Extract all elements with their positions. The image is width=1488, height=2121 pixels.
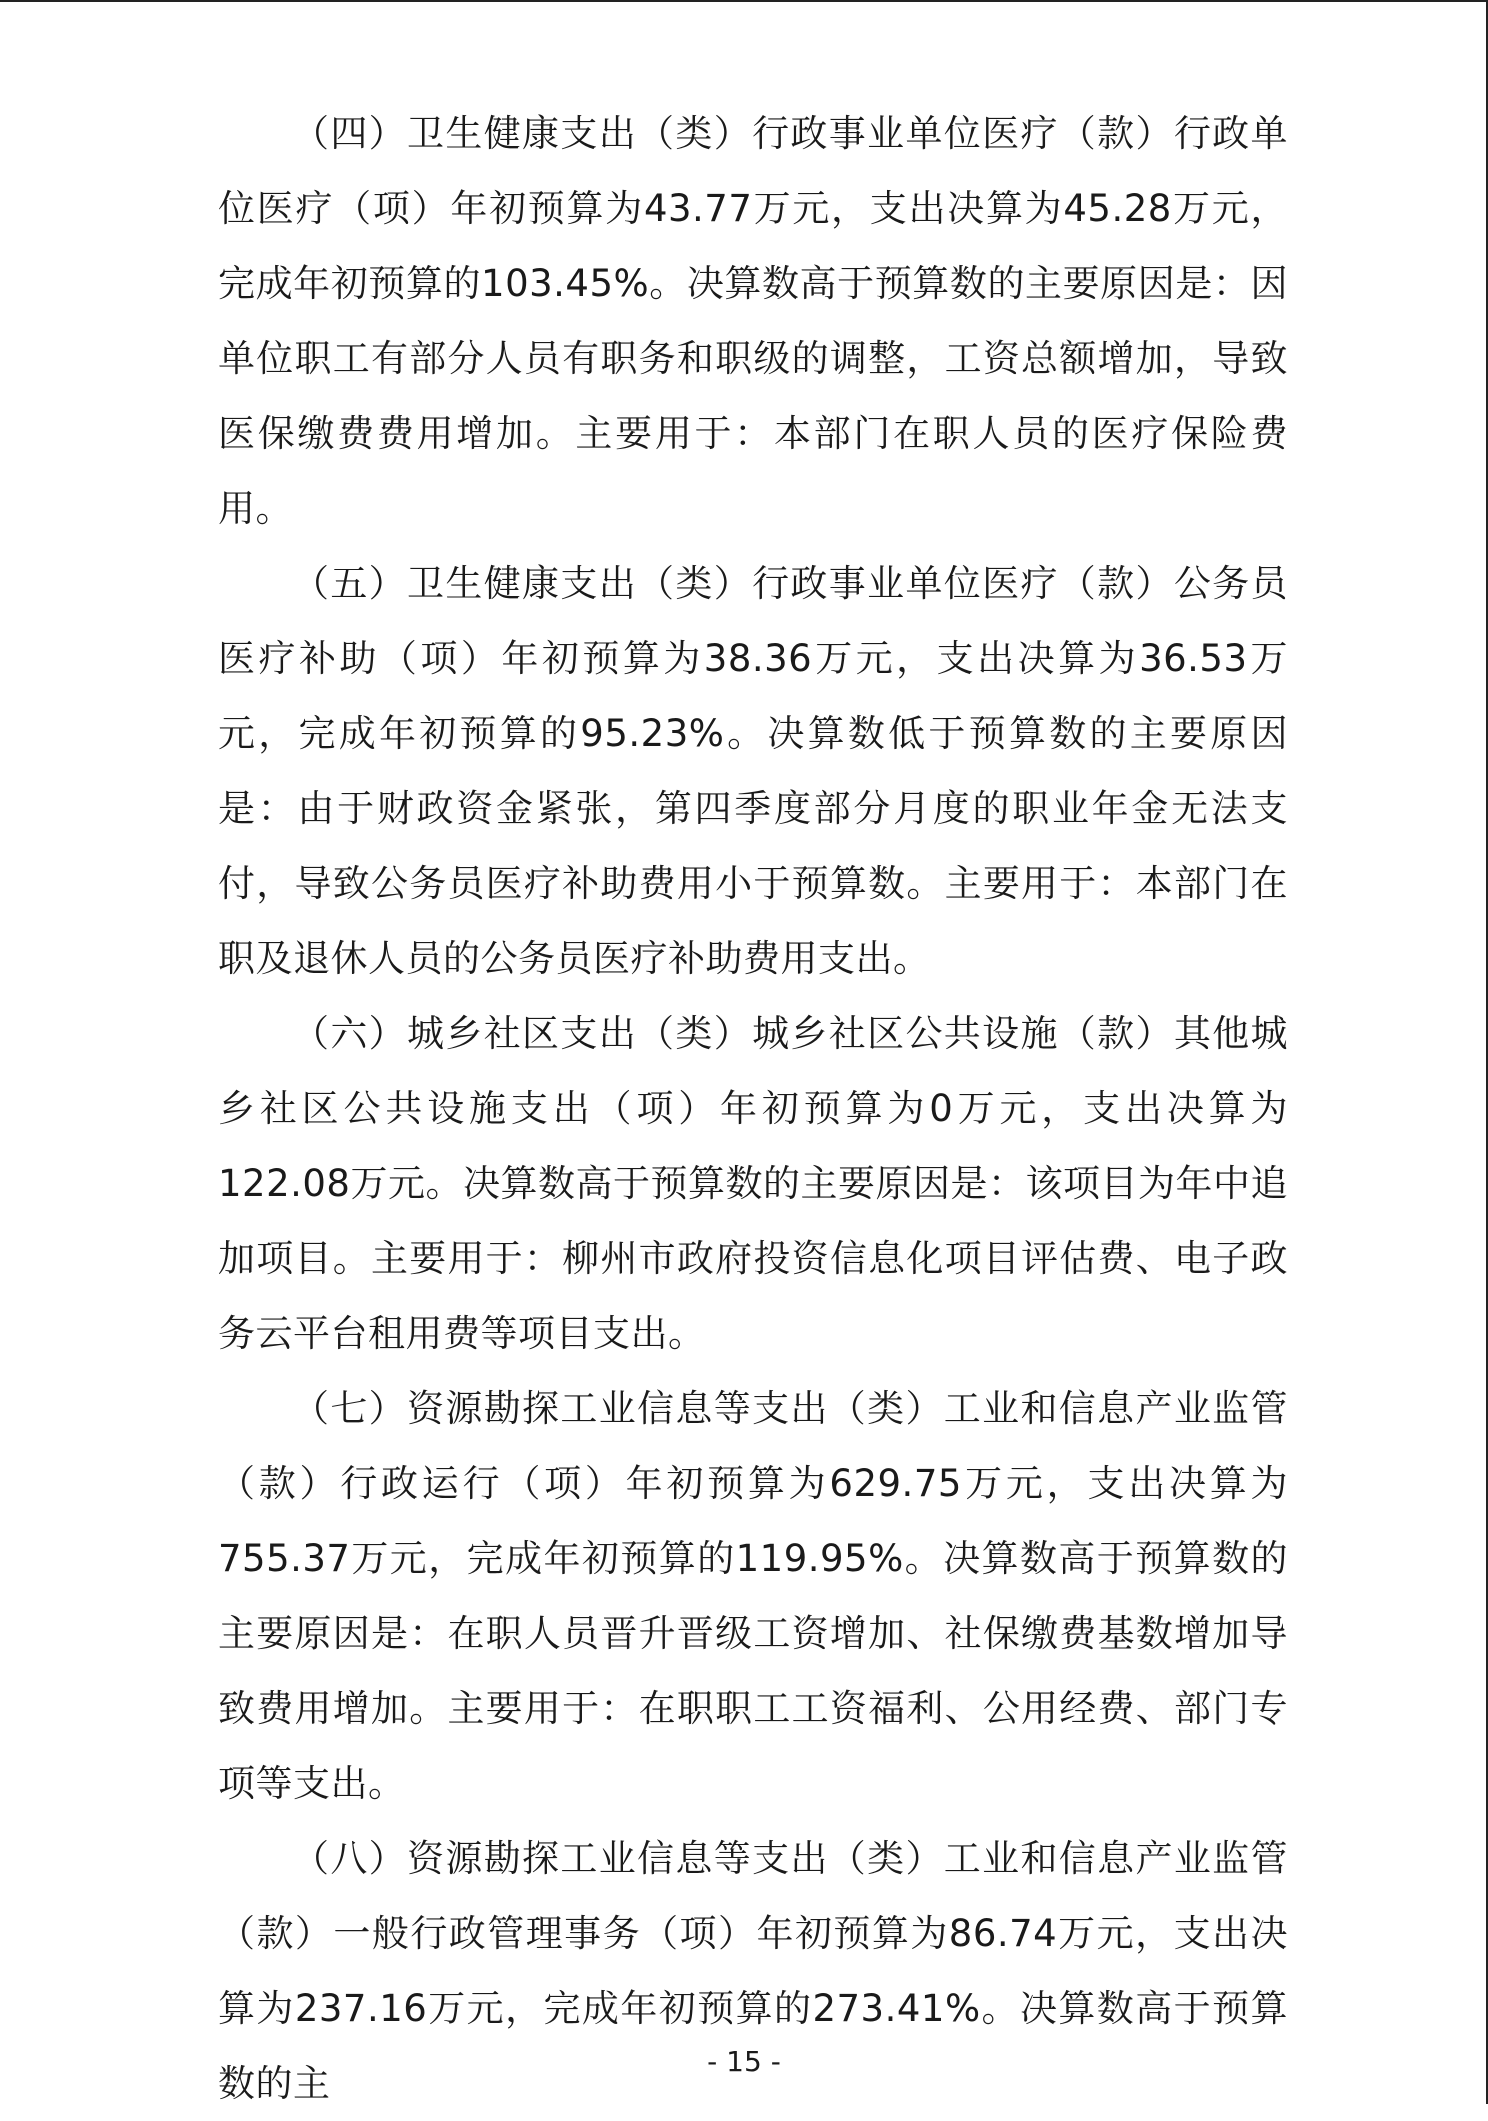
paragraph-industry-admin-operation: （七）资源勘探工业信息等支出（类）工业和信息产业监管（款）行政运行（项）年初预算为629.75万元，支出决算为755.37万元，完成年初预算的119.95%。决算数高于预算数的主要原因是：在职人员晋升晋级工资增加、社保缴费基数增加导致费用增加。主要用于：在职职工工资福利、公用经费、部门专项等支出。 bbox=[218, 1387, 1288, 1805]
page-top-border bbox=[0, 0, 1488, 2]
paragraph-industry-general-admin: （八）资源勘探工业信息等支出（类）工业和信息产业监管（款）一般行政管理事务（项）年初预算为86.74万元，支出决算为237.16万元，完成年初预算的273.41%。决算数高于预算数的主 bbox=[218, 1837, 1288, 2105]
document-body bbox=[218, 96, 1288, 2121]
paragraph-urban-rural-facilities: （六）城乡社区支出（类）城乡社区公共设施（款）其他城乡社区公共设施支出（项）年初预算为0万元，支出决算为122.08万元。决算数高于预算数的主要原因是：该项目为年中追加项目。主要用于：柳州市政府投资信息化项目评估费、电子政务云平台租用费等项目支出。 bbox=[218, 1012, 1288, 1355]
paragraph-civil-servant-medical-subsidy: （五）卫生健康支出（类）行政事业单位医疗（款）公务员医疗补助（项）年初预算为38.36万元，支出决算为36.53万元，完成年初预算的95.23%。决算数低于预算数的主要原因是：由于财政资金紧张，第四季度部分月度的职业年金无法支付，导致公务员医疗补助费用小于预算数。主要用于：本部门在职及退休人员的公务员医疗补助费用支出。 bbox=[218, 562, 1288, 980]
page-number: - 15 - bbox=[707, 2045, 781, 2078]
paragraph-health-admin-medical: （四）卫生健康支出（类）行政事业单位医疗（款）行政单位医疗（项）年初预算为43.77万元，支出决算为45.28万元，完成年初预算的103.45%。决算数高于预算数的主要原因是：因单位职工有部分人员有职务和职级的调整，工资总额增加，导致医保缴费费用增加。主要用于：本部门在职人员的医疗保险费用。 bbox=[218, 112, 1288, 530]
